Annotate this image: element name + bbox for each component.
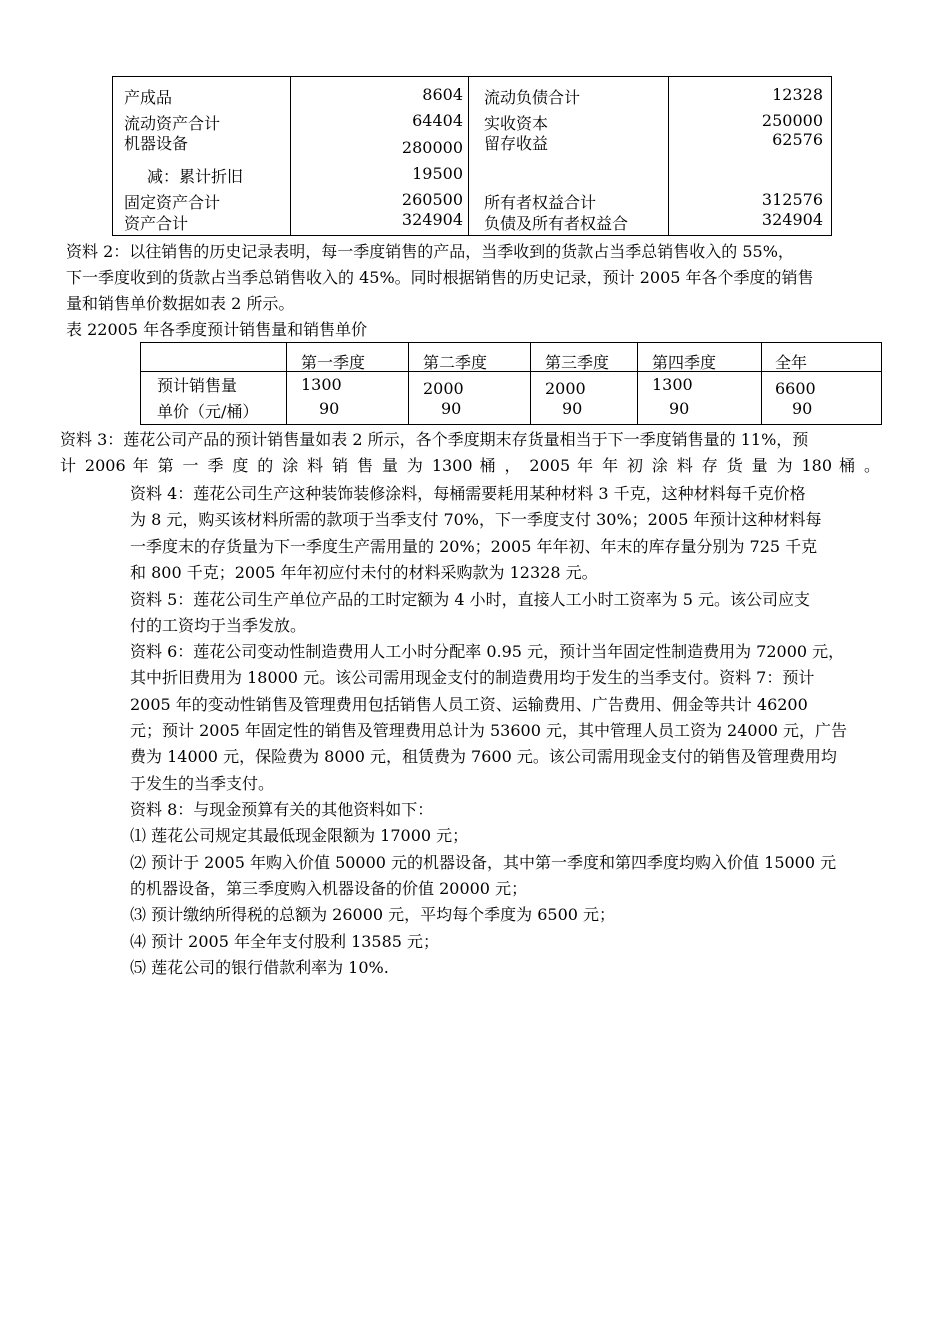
body-line: 为 8 元，购买该材料所需的款项于当季支付 70%，下一季度支付 30%；2005 年预计这种材料每 (130, 510, 822, 529)
bs-right-value: 312576 (761, 190, 823, 209)
bs-left-value: 64404 (412, 111, 463, 130)
bs-right-label: 流动负债合计 (484, 88, 581, 107)
bs-right-value: 62576 (772, 130, 823, 149)
bs-right-value: 324904 (761, 210, 823, 229)
column-divider (637, 343, 638, 424)
body-line: 2005 年的变动性销售及管理费用包括销售人员工资、运输费用、广告费用、佣金等共计 46200 (130, 695, 808, 714)
table2-caption: 表 22005 年各季度预计销售量和销售单价 (66, 320, 368, 339)
material3-line: 计 2006 年 第 一 季 度 的 涂 料 销 售 量 为 1300 桶 ， 2005 年 年 初 涂 料 存 货 量 为 180 桶 。 (60, 456, 880, 475)
table2-cell: 90 (319, 399, 340, 418)
material2-line: 资料 2：以往销售的历史记录表明，每一季度销售的产品，当季收到的货款占当季总销售收入的 55%， (66, 242, 794, 261)
bs-left-value: 260500 (401, 190, 463, 209)
body-line: ⑸ 莲花公司的银行借款利率为 10%. (130, 958, 389, 977)
bs-left-label: 机器设备 (124, 134, 189, 153)
table2-cell: 6600 (775, 379, 816, 398)
table2-header: 第二季度 (423, 353, 488, 372)
bs-right-label: 留存收益 (484, 134, 549, 153)
bs-right-value: 250000 (761, 111, 823, 130)
column-divider (530, 343, 531, 424)
bs-right-label: 所有者权益合计 (484, 193, 597, 212)
body-line: 付的工资均于当季发放。 (130, 616, 307, 635)
material3-line: 资料 3：莲花公司产品的预计销售量如表 2 所示，各个季度期末存货量相当于下一季度销售量的 11%，预 (60, 430, 809, 449)
row-divider (141, 371, 881, 372)
body-line: 元；预计 2005 年固定性的销售及管理费用总计为 53600 元，其中管理人员工资为 24000 元，广告 (130, 721, 848, 740)
table2-cell: 1300 (301, 375, 342, 394)
bs-left-label: 减：累计折旧 (147, 167, 244, 186)
bs-right-label: 实收资本 (484, 114, 549, 133)
table2-cell: 90 (562, 399, 583, 418)
body-line: 资料 8：与现金预算有关的其他资料如下： (130, 800, 434, 819)
bs-left-label: 产成品 (124, 88, 173, 107)
bs-left-value: 8604 (422, 85, 463, 104)
table2-cell: 1300 (652, 375, 693, 394)
table2-cell: 90 (792, 399, 813, 418)
body-line: 于发生的当季支付。 (130, 774, 275, 793)
table2-cell: 2000 (423, 379, 464, 398)
sales-forecast-table (140, 342, 882, 425)
body-line: ⑷ 预计 2005 年全年支付股利 13585 元； (130, 932, 440, 951)
column-divider (408, 343, 409, 424)
column-divider (286, 343, 287, 424)
body-line: 其中折旧费用为 18000 元。该公司需用现金支付的制造费用均于发生的当季支付。资料 7：预计 (130, 668, 815, 687)
body-line: 资料 4：莲花公司生产这种装饰装修涂料，每桶需要耗用某种材料 3 千克，这种材料每千克价格 (130, 484, 806, 503)
table2-header: 第三季度 (545, 353, 610, 372)
body-line: 资料 6：莲花公司变动性制造费用人工小时分配率 0.95 元，预计当年固定性制造费用为 72000 元， (130, 642, 845, 661)
body-line: ⑵ 预计于 2005 年购入价值 50000 元的机器设备，其中第一季度和第四季度均购入价值 15000 元 (130, 853, 837, 872)
table2-header: 第一季度 (301, 353, 366, 372)
body-line: 资料 5：莲花公司生产单位产品的工时定额为 4 小时，直接人工小时工资率为 5 元。该公司应支 (130, 590, 810, 609)
column-divider (290, 77, 291, 235)
body-line: 的机器设备，第三季度购入机器设备的价值 20000 元； (130, 879, 528, 898)
body-line: 费为 14000 元，保险费为 8000 元，租赁费为 7600 元。该公司需用现金支付的销售及管理费用均 (130, 747, 837, 766)
bs-left-value: 280000 (401, 138, 463, 157)
table2-header: 第四季度 (652, 353, 717, 372)
bs-left-label: 资产合计 (124, 214, 189, 233)
bs-left-label: 固定资产合计 (124, 193, 221, 212)
column-divider (668, 77, 669, 235)
bs-left-value: 19500 (412, 164, 463, 183)
bs-right-label: 负债及所有者权益合 (484, 214, 629, 233)
column-divider (468, 77, 469, 235)
table2-cell: 2000 (545, 379, 586, 398)
material2-line: 量和销售单价数据如表 2 所示。 (66, 294, 295, 313)
bs-left-label: 流动资产合计 (124, 114, 221, 133)
table2-row-label: 预计销售量 (157, 376, 238, 395)
table2-header: 全年 (775, 353, 808, 372)
column-divider (761, 343, 762, 424)
bs-right-value: 12328 (772, 85, 823, 104)
body-line: ⑶ 预计缴纳所得税的总额为 26000 元，平均每个季度为 6500 元； (130, 905, 616, 924)
balance-sheet-table (112, 76, 832, 236)
table2-cell: 90 (669, 399, 690, 418)
material2-line: 下一季度收到的货款占当季总销售收入的 45%。同时根据销售的历史记录，预计 2005 年各个季度的销售 (66, 268, 814, 287)
bs-left-value: 324904 (401, 210, 463, 229)
table2-row-label: 单价（元/桶） (157, 402, 259, 421)
body-line: 一季度末的存货量为下一季度生产需用量的 20%；2005 年年初、年末的库存量分别为 725 千克 (130, 537, 818, 556)
body-line: 和 800 千克；2005 年年初应付未付的材料采购款为 12328 元。 (130, 563, 598, 582)
table2-cell: 90 (441, 399, 462, 418)
body-line: ⑴ 莲花公司规定其最低现金限额为 17000 元； (130, 826, 469, 845)
